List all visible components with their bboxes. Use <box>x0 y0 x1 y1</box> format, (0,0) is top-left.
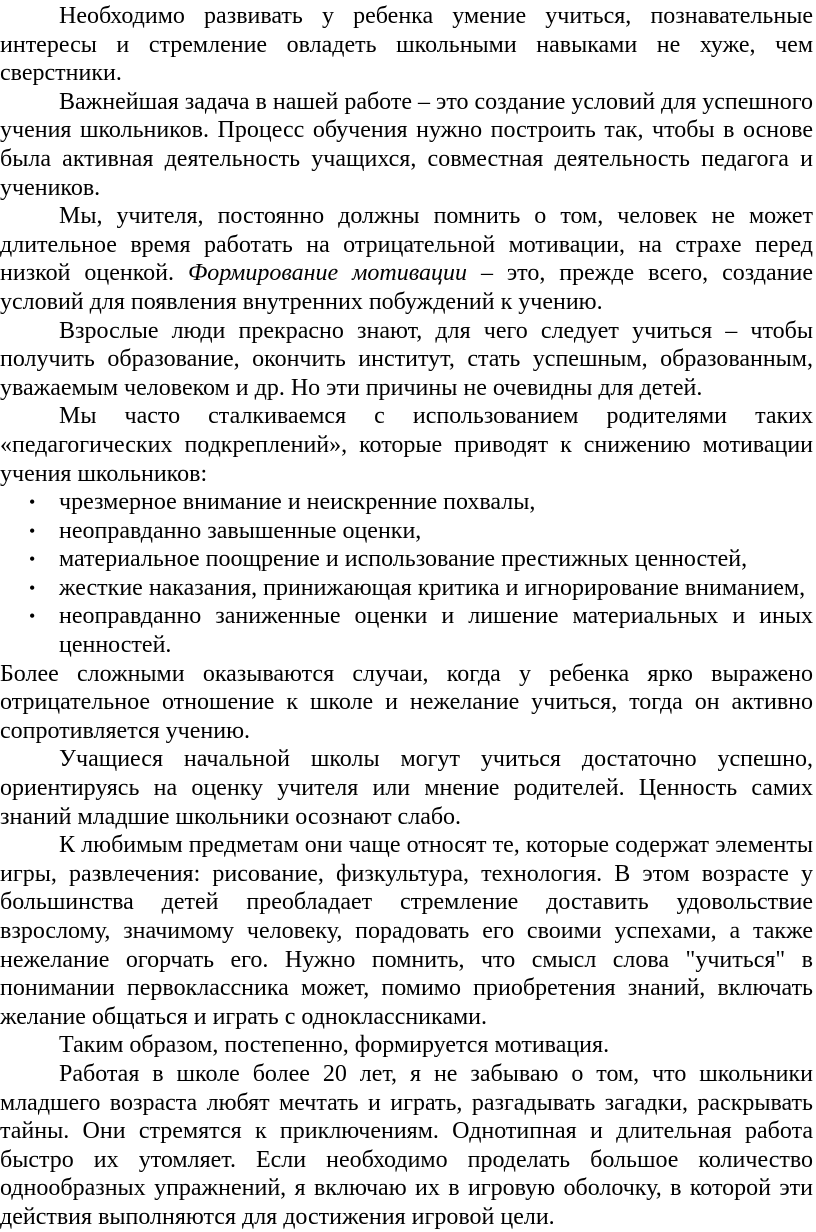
paragraph-7: Учащиеся начальной школы могут учиться достаточно успешно, ориентируясь на оценку учителя или мнение родителей. Ценность самих знаний младшие школьники осознают слабо. <box>0 746 813 830</box>
paragraph-3 <box>0 202 813 316</box>
bullet-list <box>0 488 813 660</box>
list-item <box>0 517 813 546</box>
paragraph-2: Важнейшая задача в нашей работе – это создание условий для успешного учения школьников. Процесс обучения нужно построить так, чтобы в основе была активная деятельность учащихся, совместная деятельность педагога и учеников. <box>0 88 813 201</box>
bullet-icon: • <box>29 520 36 541</box>
list-item-text: материальное поощрение и использование престижных ценностей, <box>59 546 748 573</box>
italic-term: Формирование мотивации <box>187 260 468 287</box>
bullet-icon: • <box>29 606 36 627</box>
bullet-icon: • <box>29 577 36 598</box>
list-item-text: неоправданно заниженные оценки и лишение материальных и иных ценностей. <box>59 603 813 659</box>
paragraph-9: Таким образом, постепенно, формируется мотивация. <box>59 1032 610 1059</box>
list-item-text: чрезмерное внимание и неискренние похвалы, <box>59 489 536 516</box>
list-item <box>0 602 813 659</box>
list-item-text: жесткие наказания, принижающая критика и игнорирование вниманием, <box>59 574 806 601</box>
list-item-text: неоправданно завышенные оценки, <box>59 517 422 544</box>
bullet-icon: • <box>29 492 36 513</box>
paragraph-3-text-after: – это, прежде всего, создание условий для появления внутренних побуждений к учению. <box>0 260 814 315</box>
bullet-icon: • <box>29 549 36 570</box>
paragraph-8: К любимым предметам они чаще относят те, которые содержат элементы игры, развлечения: рисование, физкультура, технология. В этом возрасте у большинства детей преобладает стремление доставить удовольствие взрослому, значимому человеку, порадовать его своими успехами, а также нежелание огорчать его. Нужно помнить, что смысл слова "учиться" в понимании первоклассника может, помимо приобретения знаний, включать желание общаться и играть с одноклассниками. <box>0 832 813 1030</box>
list-item <box>0 488 813 517</box>
list-item <box>0 574 813 603</box>
paragraph-5: Мы часто сталкиваемся с использованием родителями таких «педагогических подкреплений», которые приводят к снижению мотивации учения школьников: <box>0 403 813 487</box>
paragraph-10: Работая в школе более 20 лет, я не забываю о том, что школьники младшего возраста любят мечтать и играть, разгадывать загадки, раскрывать тайны. Они стремятся к приключениям. Однотипная и длительная работа быстро их утомляет. Если необходимо проделать большое количество однообразных упражнений, я включаю их в игровую оболочку, в которой эти действия выполняются для достижения игровой цели. <box>0 1060 813 1230</box>
list-item <box>0 545 813 574</box>
paragraph-1: Необходимо развивать у ребенка умение учиться, познавательные интересы и стремление овладеть школьными навыками не хуже, чем сверстники. <box>0 3 813 87</box>
paragraph-4: Взрослые люди прекрасно знают, для чего следует учиться – чтобы получить образование, окончить институт, стать успешным, образованным, уважаемым человеком и др. Но эти причины не очевидны для детей. <box>0 317 813 401</box>
paragraph-3-text-before: Мы, учителя, постоянно должны помнить о том, человек не может длительное время работать на отрицательной мотивации, на страхе перед низкой оценкой. <box>0 203 813 287</box>
paragraph-6: Более сложными оказываются случаи, когда у ребенка ярко выражено отрицательное отношение к школе и нежелание учиться, тогда он активно сопротивляется учению. <box>0 660 813 744</box>
